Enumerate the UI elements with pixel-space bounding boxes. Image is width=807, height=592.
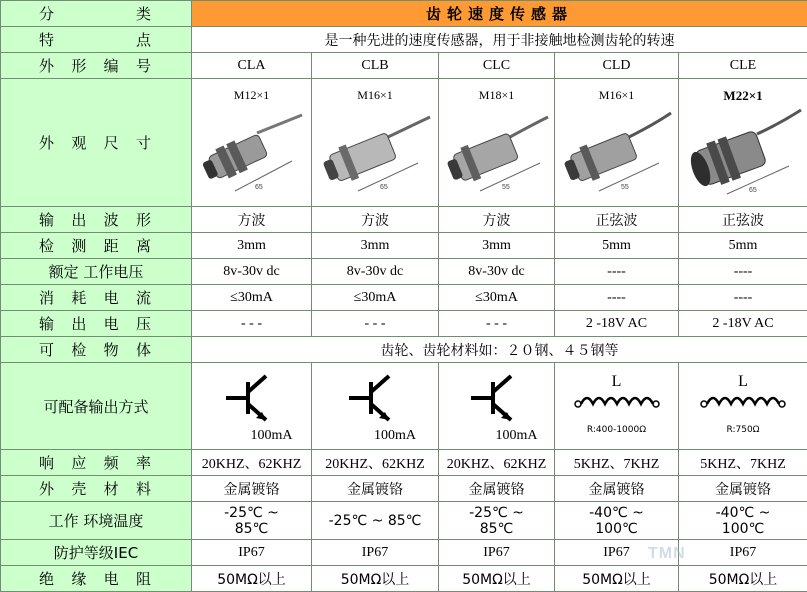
voltage-cell: ---- xyxy=(555,259,679,285)
transistor-current: 100mA xyxy=(251,428,293,444)
transistor-cell xyxy=(439,363,555,450)
sensor-photo-cell xyxy=(555,79,679,207)
coil-resistance: R:400-1000Ω xyxy=(587,422,646,438)
coil-cell xyxy=(679,363,807,450)
insulation-cell: 50MΩ以上 xyxy=(555,566,679,592)
label-output-voltage: 输 出 电 压 xyxy=(1,311,192,337)
distance-cell: 3mm xyxy=(439,233,555,259)
thread-spec: M16×1 xyxy=(599,88,634,103)
npn-transistor-icon xyxy=(222,368,282,428)
transistor-current: 100mA xyxy=(496,428,538,444)
voltage-cell: 8v-30v dc xyxy=(312,259,439,285)
label-iec: 防护等级IEC xyxy=(1,540,192,566)
coil-resistance: R:750Ω xyxy=(726,422,759,438)
npn-transistor-icon xyxy=(467,368,527,428)
label-temperature: 工作 环境温度 xyxy=(1,502,192,540)
temperature-cell xyxy=(439,502,555,540)
coil-letter: L xyxy=(612,374,622,390)
temperature-line: -40℃ ~ xyxy=(589,505,644,521)
temperature-line: -25℃ ~ 85℃ xyxy=(329,513,422,529)
shell-cell: 金属镀铬 xyxy=(555,476,679,502)
distance-cell: 5mm xyxy=(679,233,807,259)
current-cell: ≤30mA xyxy=(192,285,312,311)
transistor-cell xyxy=(192,363,312,450)
row-appearance xyxy=(1,79,807,207)
insulation-cell: 50MΩ以上 xyxy=(312,566,439,592)
transistor-cell xyxy=(312,363,439,450)
thread-spec: M18×1 xyxy=(479,88,514,103)
sensor-photo xyxy=(318,103,433,203)
temperature-line: -40℃ ~ xyxy=(716,505,771,521)
row-frequency xyxy=(1,450,807,476)
current-cell: ---- xyxy=(679,285,807,311)
category-value: 齿轮速度传感器 xyxy=(192,1,807,27)
label-waveform: 输 出 波 形 xyxy=(1,207,192,233)
output-voltage-cell: 2 -18V AC xyxy=(679,311,807,337)
label-shell: 外 壳 材 料 xyxy=(1,476,192,502)
temperature-line: 85℃ xyxy=(235,521,269,537)
frequency-cell: 5KHZ、7KHZ xyxy=(555,450,679,476)
row-temperature xyxy=(1,502,807,540)
waveform-cell: 方波 xyxy=(439,207,555,233)
output-voltage-cell: - - - xyxy=(439,311,555,337)
dim-mark: 55 xyxy=(502,184,510,191)
waveform-cell: 正弦波 xyxy=(555,207,679,233)
row-feature xyxy=(1,27,807,53)
row-object xyxy=(1,337,807,363)
sensor-photo xyxy=(444,103,550,203)
model-cell: CLD xyxy=(555,53,679,79)
model-cell: CLA xyxy=(192,53,312,79)
sensor-photo xyxy=(683,104,803,204)
iec-cell: IP67 xyxy=(439,540,555,566)
distance-cell: 3mm xyxy=(192,233,312,259)
thread-spec: M22×1 xyxy=(723,88,762,104)
label-current: 消 耗 电 流 xyxy=(1,285,192,311)
voltage-cell: 8v-30v dc xyxy=(439,259,555,285)
label-category: 分 类 xyxy=(1,1,192,27)
shell-cell: 金属镀铬 xyxy=(312,476,439,502)
temperature-cell xyxy=(679,502,807,540)
output-voltage-cell: - - - xyxy=(192,311,312,337)
npn-transistor-icon xyxy=(345,368,405,428)
temperature-cell xyxy=(192,502,312,540)
sensor-photo-cell xyxy=(192,79,312,207)
temperature-line: -25℃ ~ xyxy=(224,505,279,521)
dim-mark: 65 xyxy=(749,187,757,194)
output-voltage-cell: 2 -18V AC xyxy=(555,311,679,337)
dim-mark: 65 xyxy=(255,184,263,191)
current-cell: ≤30mA xyxy=(312,285,439,311)
label-insulation: 绝 缘 电 阻 xyxy=(1,566,192,592)
distance-cell: 3mm xyxy=(312,233,439,259)
row-model xyxy=(1,53,807,79)
temperature-line: -25℃ ~ xyxy=(469,505,524,521)
label-feature: 特 点 xyxy=(1,27,192,53)
row-voltage xyxy=(1,259,807,285)
current-cell: ---- xyxy=(555,285,679,311)
iec-cell: IP67 xyxy=(312,540,439,566)
iec-cell: IP67 xyxy=(192,540,312,566)
frequency-cell: 20KHZ、62KHZ xyxy=(192,450,312,476)
temperature-line: 100℃ xyxy=(595,521,637,537)
current-cell: ≤30mA xyxy=(439,285,555,311)
temperature-cell xyxy=(555,502,679,540)
frequency-cell: 20KHZ、62KHZ xyxy=(312,450,439,476)
frequency-cell: 5KHZ、7KHZ xyxy=(679,450,807,476)
temperature-line: 85℃ xyxy=(480,521,514,537)
voltage-cell: ---- xyxy=(679,259,807,285)
shell-cell: 金属镀铬 xyxy=(192,476,312,502)
row-category xyxy=(1,1,807,27)
sensor-photo-cell xyxy=(312,79,439,207)
dim-mark: 55 xyxy=(621,184,629,191)
waveform-cell: 正弦波 xyxy=(679,207,807,233)
model-cell: CLE xyxy=(679,53,807,79)
inductor-coil-icon xyxy=(572,390,662,412)
feature-value: 是一种先进的速度传感器，用于非接触地检测齿轮的转速 xyxy=(192,27,807,53)
waveform-cell: 方波 xyxy=(312,207,439,233)
sensor-photo xyxy=(559,103,674,203)
row-current xyxy=(1,285,807,311)
insulation-cell: 50MΩ以上 xyxy=(679,566,807,592)
object-value: 齿轮、齿轮材料如：２０钢、４５钢等 xyxy=(192,337,807,363)
row-output-mode xyxy=(1,363,807,450)
distance-cell: 5mm xyxy=(555,233,679,259)
label-model: 外 形 编 号 xyxy=(1,53,192,79)
coil-letter: L xyxy=(738,374,748,390)
inductor-coil-icon xyxy=(698,390,788,412)
voltage-cell: 8v-30v dc xyxy=(192,259,312,285)
temperature-cell xyxy=(312,502,439,540)
temperature-line: 100℃ xyxy=(722,521,764,537)
waveform-cell: 方波 xyxy=(192,207,312,233)
frequency-cell: 20KHZ、62KHZ xyxy=(439,450,555,476)
transistor-current: 100mA xyxy=(374,428,416,444)
label-object: 可 检 物 体 xyxy=(1,337,192,363)
sensor-photo xyxy=(197,103,307,203)
shell-cell: 金属镀铬 xyxy=(439,476,555,502)
coil-cell xyxy=(555,363,679,450)
insulation-cell: 50MΩ以上 xyxy=(439,566,555,592)
thread-spec: M12×1 xyxy=(234,88,269,103)
sensor-photo-cell xyxy=(439,79,555,207)
row-insulation xyxy=(1,566,807,592)
row-iec xyxy=(1,540,807,566)
row-shell xyxy=(1,476,807,502)
dim-mark: 65 xyxy=(380,184,388,191)
thread-spec: M16×1 xyxy=(357,88,392,103)
shell-cell: 金属镀铬 xyxy=(679,476,807,502)
model-cell: CLC xyxy=(439,53,555,79)
row-distance xyxy=(1,233,807,259)
iec-cell: IP67 xyxy=(555,540,679,566)
model-cell: CLB xyxy=(312,53,439,79)
insulation-cell: 50MΩ以上 xyxy=(192,566,312,592)
label-voltage: 额定 工作电压 xyxy=(1,259,192,285)
label-frequency: 响 应 频 率 xyxy=(1,450,192,476)
sensor-photo-cell xyxy=(679,79,807,207)
output-voltage-cell: - - - xyxy=(312,311,439,337)
row-output-voltage xyxy=(1,311,807,337)
iec-cell: IP67 xyxy=(679,540,807,566)
label-output-mode: 可配备输出方式 xyxy=(1,363,192,450)
watermark: TMN xyxy=(648,545,686,563)
row-waveform xyxy=(1,207,807,233)
label-appearance: 外 观 尺 寸 xyxy=(1,79,192,207)
label-distance: 检 测 距 离 xyxy=(1,233,192,259)
